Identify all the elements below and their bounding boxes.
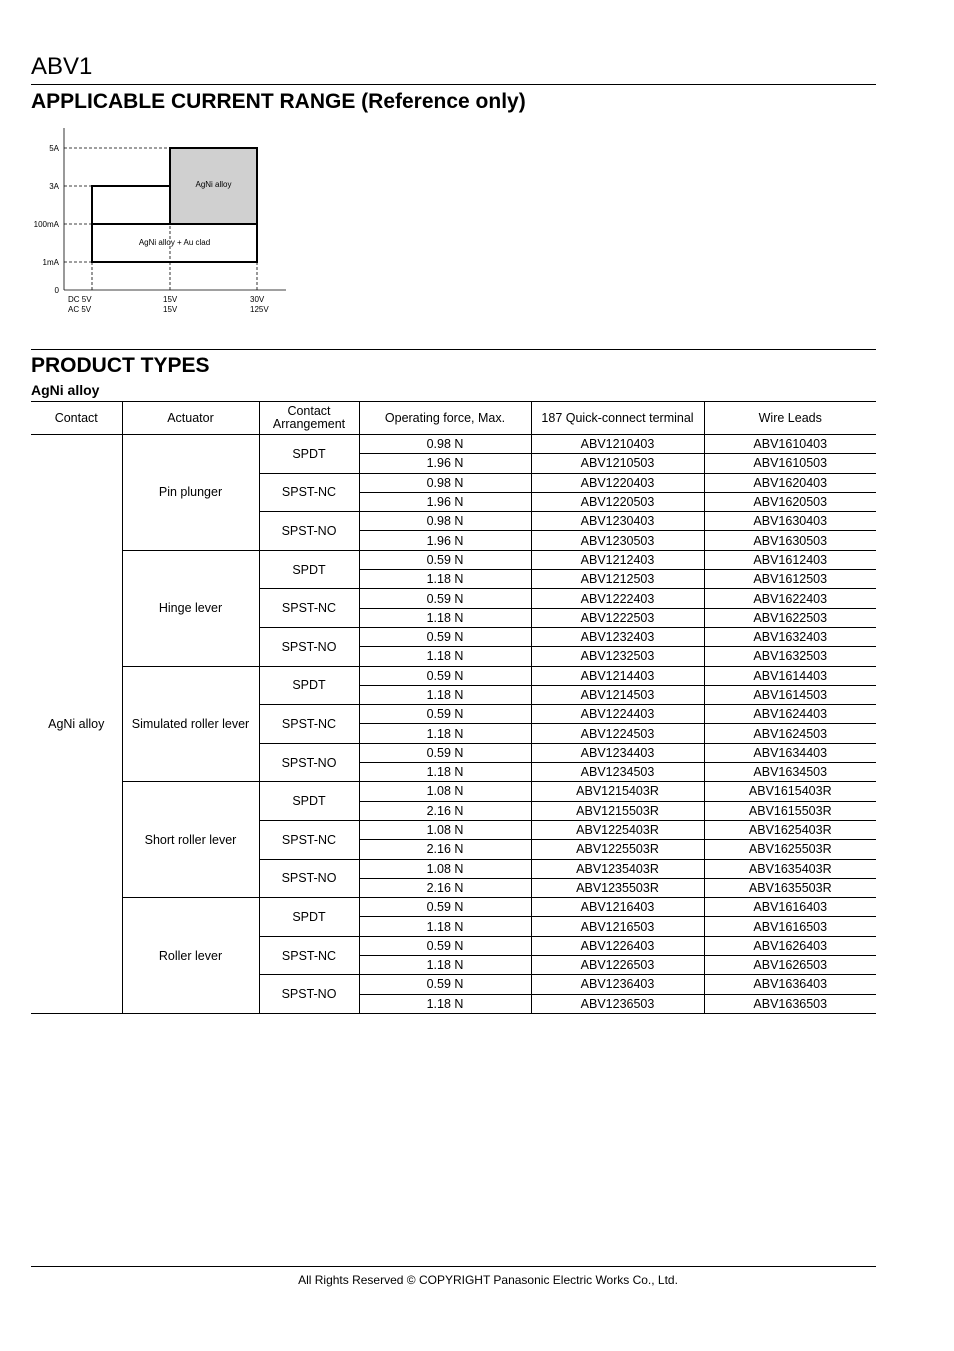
operating-force-cell: 0.59 N [359,550,531,569]
y-tick-label: 3A [49,182,59,191]
region-label-0: AgNi alloy [195,180,232,189]
quick-connect-part-cell: ABV1216503 [531,917,704,936]
wire-leads-part-cell: ABV1620403 [704,473,876,492]
section-title-current-range: APPLICABLE CURRENT RANGE (Reference only) [31,90,526,113]
product-types-table [31,401,876,1014]
region-label-1: AgNi alloy + Au clad [138,238,211,247]
x-tick-label-dc: 15V [163,295,178,304]
quick-connect-part-cell: ABV1226503 [531,956,704,975]
quick-connect-part-cell: ABV1224403 [531,705,704,724]
x-tick-label-ac: 125V [250,305,269,314]
section-rule [31,349,876,350]
operating-force-cell: 1.18 N [359,647,531,666]
wire-leads-part-cell: ABV1616403 [704,898,876,917]
operating-force-cell: 0.98 N [359,512,531,531]
operating-force-cell: 0.59 N [359,589,531,608]
quick-connect-part-cell: ABV1235403R [531,859,704,878]
actuator-cell: Simulated roller lever [122,666,259,782]
wire-leads-part-cell: ABV1634403 [704,743,876,762]
footer-rule [31,1266,876,1267]
arrangement-cell: SPST-NO [259,859,359,898]
wire-leads-part-cell: ABV1636503 [704,994,876,1013]
operating-force-cell: 0.59 N [359,743,531,762]
actuator-cell: Pin plunger [122,435,259,551]
operating-force-cell: 1.18 N [359,570,531,589]
actuator-cell: Hinge lever [122,550,259,666]
column-header: Operating force, Max. [359,402,531,435]
operating-force-cell: 1.18 N [359,763,531,782]
y-tick-label: 5A [49,144,59,153]
operating-force-cell: 0.59 N [359,705,531,724]
title-rule [31,84,876,85]
wire-leads-part-cell: ABV1626403 [704,936,876,955]
wire-leads-part-cell: ABV1636403 [704,975,876,994]
document-title: ABV1 [31,53,93,80]
operating-force-cell: 2.16 N [359,801,531,820]
operating-force-cell: 0.59 N [359,666,531,685]
wire-leads-part-cell: ABV1634503 [704,763,876,782]
x-tick-label-dc: DC 5V [68,295,92,304]
wire-leads-part-cell: ABV1622503 [704,608,876,627]
column-header: Actuator [122,402,259,435]
operating-force-cell: 0.59 N [359,975,531,994]
arrangement-cell: SPST-NO [259,975,359,1014]
quick-connect-part-cell: ABV1234503 [531,763,704,782]
section-title-product-types: PRODUCT TYPES [31,354,210,377]
operating-force-cell: 0.59 N [359,627,531,646]
actuator-cell: Short roller lever [122,782,259,898]
operating-force-cell: 1.08 N [359,782,531,801]
quick-connect-part-cell: ABV1234403 [531,743,704,762]
actuator-cell: Roller lever [122,898,259,1014]
quick-connect-part-cell: ABV1215503R [531,801,704,820]
quick-connect-part-cell: ABV1236403 [531,975,704,994]
arrangement-cell: SPDT [259,782,359,821]
quick-connect-part-cell: ABV1212403 [531,550,704,569]
region-2 [92,186,170,224]
arrangement-cell: SPST-NO [259,512,359,551]
arrangement-cell: SPDT [259,666,359,705]
arrangement-cell: SPST-NC [259,589,359,628]
arrangement-cell: SPDT [259,435,359,474]
operating-force-cell: 1.08 N [359,820,531,839]
quick-connect-part-cell: ABV1214403 [531,666,704,685]
wire-leads-part-cell: ABV1612403 [704,550,876,569]
operating-force-cell: 0.98 N [359,435,531,454]
quick-connect-part-cell: ABV1235503R [531,878,704,897]
y-tick-label: 100mA [33,220,59,229]
quick-connect-part-cell: ABV1212503 [531,570,704,589]
operating-force-cell: 2.16 N [359,878,531,897]
table-row [31,782,876,801]
quick-connect-part-cell: ABV1216403 [531,898,704,917]
wire-leads-part-cell: ABV1610403 [704,435,876,454]
column-header: Contact Arrangement [259,402,359,435]
quick-connect-part-cell: ABV1226403 [531,936,704,955]
y-tick-label: 1mA [42,258,59,267]
operating-force-cell: 1.18 N [359,724,531,743]
operating-force-cell: 2.16 N [359,840,531,859]
wire-leads-part-cell: ABV1615403R [704,782,876,801]
quick-connect-part-cell: ABV1220503 [531,492,704,511]
quick-connect-part-cell: ABV1220403 [531,473,704,492]
operating-force-cell: 1.18 N [359,917,531,936]
quick-connect-part-cell: ABV1222403 [531,589,704,608]
quick-connect-part-cell: ABV1215403R [531,782,704,801]
operating-force-cell: 0.98 N [359,473,531,492]
wire-leads-part-cell: ABV1630503 [704,531,876,550]
table-row [31,550,876,569]
wire-leads-part-cell: ABV1626503 [704,956,876,975]
wire-leads-part-cell: ABV1620503 [704,492,876,511]
quick-connect-part-cell: ABV1224503 [531,724,704,743]
table-row [31,435,876,454]
column-header: 187 Quick-connect terminal [531,402,704,435]
wire-leads-part-cell: ABV1625503R [704,840,876,859]
operating-force-cell: 1.96 N [359,492,531,511]
arrangement-cell: SPDT [259,898,359,937]
quick-connect-part-cell: ABV1225403R [531,820,704,839]
table-row [31,898,876,917]
quick-connect-part-cell: ABV1225503R [531,840,704,859]
quick-connect-part-cell: ABV1236503 [531,994,704,1013]
wire-leads-part-cell: ABV1635403R [704,859,876,878]
footer-copyright: All Rights Reserved © COPYRIGHT Panasonic Electric Works Co., Ltd. [298,1273,678,1287]
wire-leads-part-cell: ABV1635503R [704,878,876,897]
quick-connect-part-cell: ABV1222503 [531,608,704,627]
operating-force-cell: 1.18 N [359,994,531,1013]
arrangement-cell: SPST-NC [259,473,359,512]
contact-cell: AgNi alloy [31,435,122,1014]
wire-leads-part-cell: ABV1632503 [704,647,876,666]
wire-leads-part-cell: ABV1610503 [704,454,876,473]
operating-force-cell: 1.96 N [359,454,531,473]
wire-leads-part-cell: ABV1632403 [704,627,876,646]
arrangement-cell: SPST-NC [259,820,359,859]
operating-force-cell: 0.59 N [359,898,531,917]
operating-force-cell: 1.18 N [359,685,531,704]
wire-leads-part-cell: ABV1630403 [704,512,876,531]
wire-leads-part-cell: ABV1624503 [704,724,876,743]
wire-leads-part-cell: ABV1612503 [704,570,876,589]
wire-leads-part-cell: ABV1622403 [704,589,876,608]
quick-connect-part-cell: ABV1210503 [531,454,704,473]
quick-connect-part-cell: ABV1230503 [531,531,704,550]
product-subtitle: AgNi alloy [31,382,100,398]
arrangement-cell: SPST-NC [259,936,359,975]
table-header-row [31,402,876,435]
x-tick-label-ac: 15V [163,305,178,314]
x-tick-label-dc: 30V [250,295,265,304]
operating-force-cell: 0.59 N [359,936,531,955]
wire-leads-part-cell: ABV1614503 [704,685,876,704]
operating-force-cell: 1.18 N [359,608,531,627]
operating-force-cell: 1.96 N [359,531,531,550]
arrangement-cell: SPDT [259,550,359,589]
arrangement-cell: SPST-NO [259,627,359,666]
table-row [31,666,876,685]
operating-force-cell: 1.08 N [359,859,531,878]
wire-leads-part-cell: ABV1625403R [704,820,876,839]
arrangement-cell: SPST-NO [259,743,359,782]
quick-connect-part-cell: ABV1230403 [531,512,704,531]
arrangement-cell: SPST-NC [259,705,359,744]
wire-leads-part-cell: ABV1624403 [704,705,876,724]
quick-connect-part-cell: ABV1232503 [531,647,704,666]
operating-force-cell: 1.18 N [359,956,531,975]
x-tick-label-ac: AC 5V [68,305,92,314]
y-tick-label: 0 [54,286,59,295]
quick-connect-part-cell: ABV1214503 [531,685,704,704]
current-range-chart [20,120,300,320]
column-header: Contact [31,402,122,435]
quick-connect-part-cell: ABV1232403 [531,627,704,646]
column-header: Wire Leads [704,402,876,435]
wire-leads-part-cell: ABV1616503 [704,917,876,936]
quick-connect-part-cell: ABV1210403 [531,435,704,454]
wire-leads-part-cell: ABV1615503R [704,801,876,820]
wire-leads-part-cell: ABV1614403 [704,666,876,685]
